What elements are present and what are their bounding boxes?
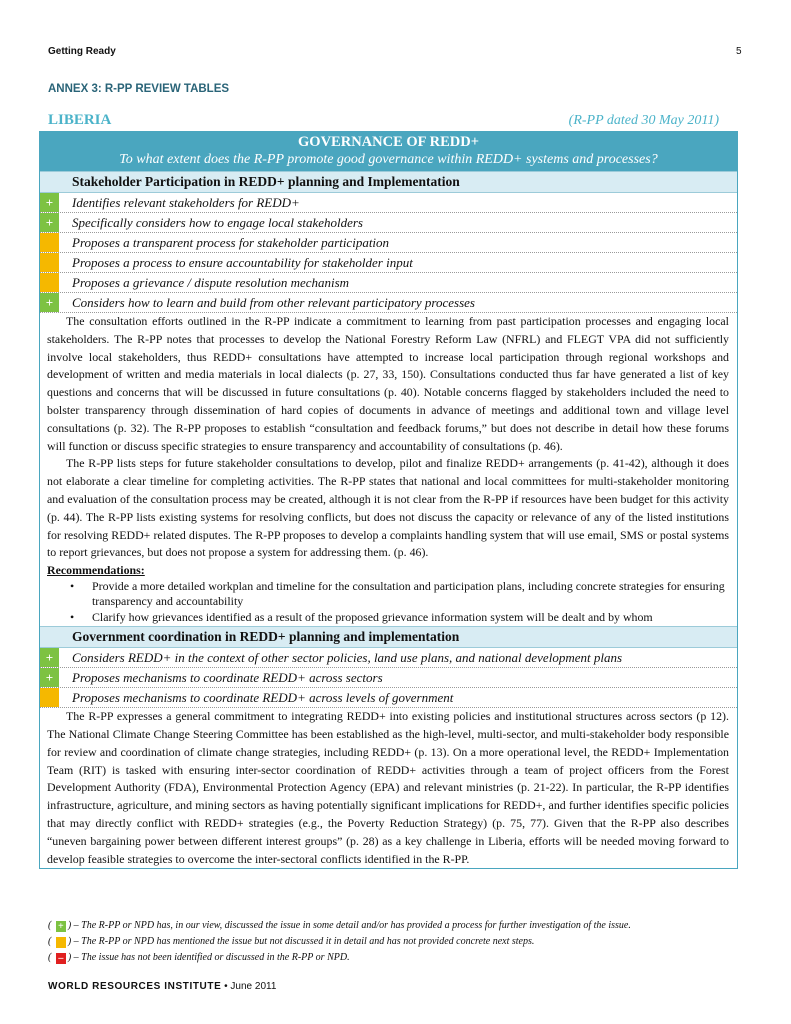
legend-text: ) – The R-PP or NPD has mentioned the issue but not discussed it in detail and has not provided concrete next steps. (67, 936, 535, 947)
rating-plus-icon: + (40, 193, 59, 212)
running-header: Getting Ready (48, 46, 116, 57)
review-table (39, 131, 738, 869)
criterion-row (40, 253, 737, 273)
recommendations-list (40, 579, 737, 625)
legend-text: ) – The R-PP or NPD has, in our view, discussed the issue in some detail and/or has provided a process for further investigation of the issue. (67, 920, 631, 931)
criterion-row (40, 688, 737, 708)
criterion-label: Proposes a grievance / dispute resolution mechanism (72, 275, 350, 290)
criterion-label: Proposes a transparent process for stakeholder participation (72, 235, 390, 250)
rating-partial-icon (40, 688, 59, 707)
legend-plus-icon: + (56, 921, 66, 932)
table-title: GOVERNANCE OF REDD+ (298, 134, 479, 150)
section-title: Government coordination in REDD+ planning and implementation (40, 626, 737, 648)
recommendations-title: Recommendations: (47, 563, 145, 578)
criteria-list (40, 193, 737, 313)
legend-text: ) – The issue has not been identified or discussed in the R-PP or NPD. (67, 952, 350, 963)
criterion-label: Considers how to learn and build from other relevant participatory processes (72, 295, 475, 310)
legend-row (48, 934, 631, 950)
criteria-list (40, 648, 737, 708)
assessment-text (40, 708, 737, 868)
table-question: To what extent does the R-PP promote good governance within REDD+ systems and processes? (119, 152, 658, 167)
legend-partial-icon (56, 937, 66, 948)
criterion-label: Identifies relevant stakeholders for REDD+ (72, 195, 300, 210)
criterion-label: Proposes a process to ensure accountability for stakeholder input (72, 255, 413, 270)
rating-partial-icon (40, 253, 59, 272)
paragraph: The R-PP expresses a general commitment to integrating REDD+ into existing policies and institutional structures across sectors (p 12). The National Climate Change Steering Committee has been established as the high-level, multi-sector, and multi-stakeholder body responsible for review and coordination of climate change strategies, including REDD+ (p. 13). On a more operational level, the REDD+ Implementation Team (RIT) is tasked with ensuring inter-sector coordination of REDD+ activities through a team of project officers from the Forest Development Authority (FDA), Environmental Protection Agency (EPA) and relevant ministries (p. 21-22). In particular, the R-PP identifies infrastructure, agriculture, and mining sectors as having potentially significant implications for REDD+, and further identifies specific policies that may directly conflict with REDD+ strategies (e.g., the Poverty Reduction Strategy) (p. 75, 77). Given that the R-PP also describes “uneven bargaining power between different interest groups” (p. 28) as a key challenge in Liberia, efforts will be needed moving forward to develop feasible strategies to overcome the inter-sectoral conflicts identified in the R-PP. (47, 709, 729, 866)
criterion-label: Proposes mechanisms to coordinate REDD+ across levels of government (72, 690, 454, 706)
footer-date: June 2011 (230, 981, 277, 992)
legend-row (48, 918, 631, 934)
criterion-row (40, 233, 737, 253)
annex-title: ANNEX 3: R-PP REVIEW TABLES (48, 83, 230, 95)
legend-row (48, 950, 631, 966)
rating-plus-icon: + (40, 213, 59, 232)
paragraph: The consultation efforts outlined in the R-PP indicate a commitment to learning from past participation processes and engaging local stakeholders. The R-PP notes that processes to develop the National Forestry Reform Law (NFRL) and FLEGT VPA did not sufficiently involve local stakeholders, thus REDD+ consultations have attempted to increase local participation through regional workshops and development of written and media materials in local dialects (p. 27, 33, 150). Consultations conducted thus far have generated a list of key questions and concerns that will be discussed in future consultations (p. 40). Notable concerns flagged by stakeholders included the need to bolster transparency through dissemination of hard copies of documents in advance of meetings and additional town and village level consultations (p. 32). The R-PP proposes to establish “consultation and feedback forums,” but does not describe in detail how these forums will function or discuss specific strategies to ensure transparency and accountability of consultations (p. 46). (47, 314, 729, 453)
section-title: Stakeholder Participation in REDD+ planning and Implementation (40, 171, 737, 193)
rating-plus-icon: + (40, 293, 59, 312)
table-header (40, 132, 737, 171)
criterion-row (40, 648, 737, 668)
list-item: • Provide a more detailed workplan and timeline for the consultation and participation plans, including concrete strategies for ensuring transparency and accountability (92, 579, 729, 609)
criterion-row (40, 668, 737, 688)
country-title: LIBERIA (48, 112, 112, 128)
list-item: • Clarify how grievances identified as a result of the proposed grievance information system will be dealt and by whom (92, 610, 729, 625)
criterion-row (40, 213, 737, 233)
page-footer (48, 981, 276, 992)
rating-legend (48, 918, 631, 966)
rpp-date: (R-PP dated 30 May 2011) (568, 113, 719, 128)
page-number: 5 (736, 46, 742, 57)
legend-open-paren: ( (48, 936, 54, 947)
paragraph: The R-PP lists steps for future stakeholder consultations to develop, pilot and finalize REDD+ arrangements (p. 41-42), although it does not elaborate a clear timeline for completing activities. The R-PP states that national and local committees for multi-stakeholder monitoring and evaluation of the consultation process may be created, although it is not clear from the R-PP if resources have been budget for this activity (p. 44). The R-PP lists existing systems for resolving conflicts, but does not discuss the capacity or relevance of any of the listed institutions for resolving REDD+ related disputes. The R-PP proposes to develop a complaints handling system that will use email, SMS or postal systems to report grievances, but does not propose a system for addressing them. (p. 46). (47, 456, 729, 560)
footer-separator: • (224, 981, 228, 992)
criterion-label: Considers REDD+ in the context of other sector policies, land use plans, and national development plans (72, 650, 623, 666)
criterion-label: Proposes mechanisms to coordinate REDD+ across sectors (72, 670, 383, 686)
rating-partial-icon (40, 273, 59, 292)
rating-plus-icon: + (40, 648, 59, 667)
criterion-label: Specifically considers how to engage local stakeholders (72, 215, 363, 230)
criterion-row (40, 193, 737, 213)
criterion-row (40, 273, 737, 293)
rating-partial-icon (40, 233, 59, 252)
legend-open-paren: ( (48, 952, 54, 963)
assessment-text (40, 313, 737, 562)
footer-org: WORLD RESOURCES INSTITUTE (48, 981, 222, 992)
criterion-row (40, 293, 737, 313)
rating-plus-icon: + (40, 668, 59, 687)
legend-open-paren: ( (48, 920, 54, 931)
legend-minus-icon: – (56, 953, 66, 964)
